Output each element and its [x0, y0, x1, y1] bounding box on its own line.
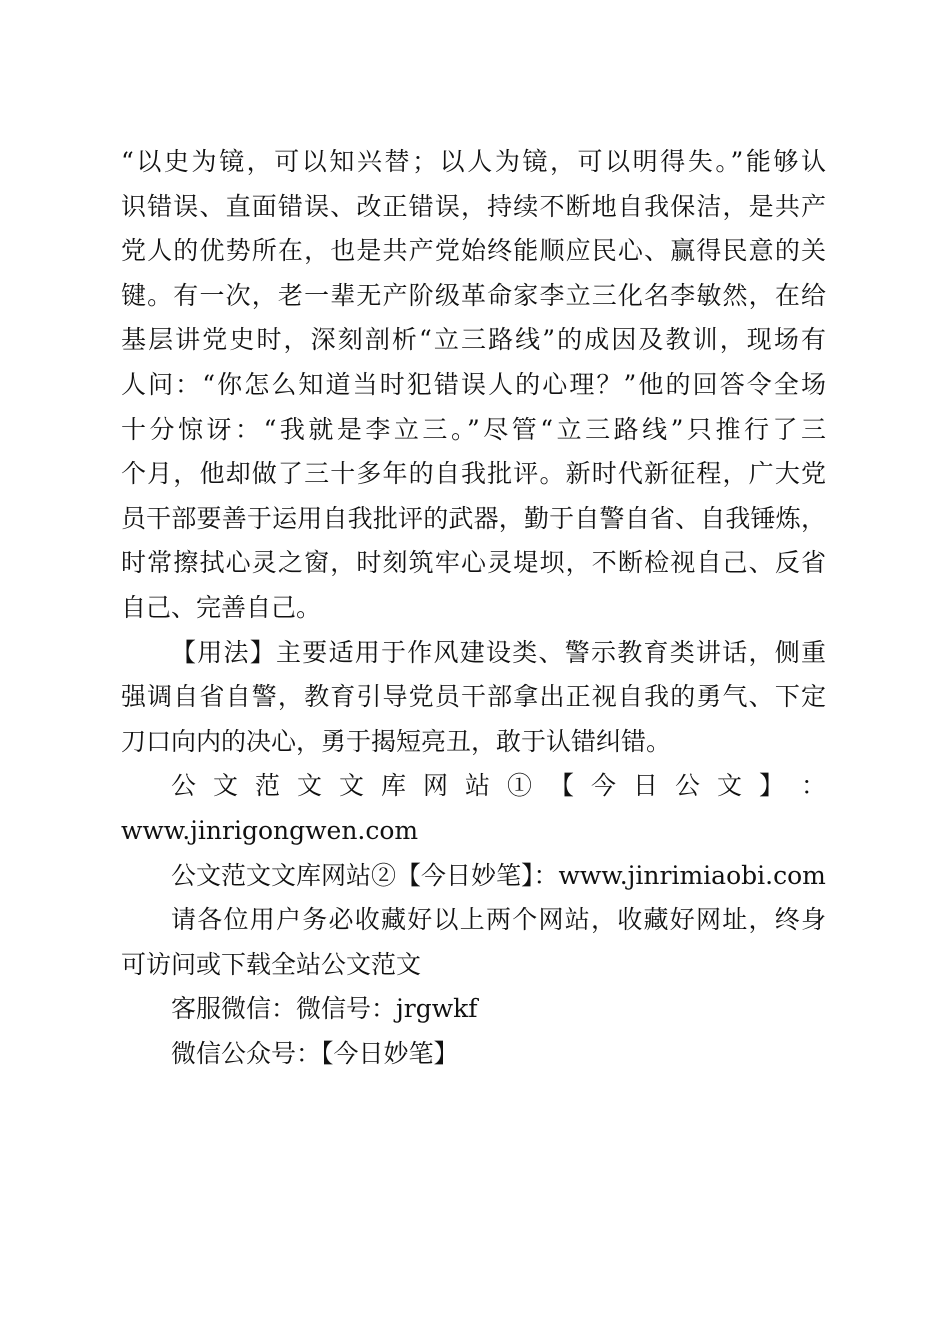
website-link-1[interactable]: www.jinrigongwen.com: [121, 815, 419, 845]
paragraph-website-2: [121, 854, 826, 899]
customer-service-wechat: 客服微信：微信号：jrgwkf: [171, 994, 478, 1024]
text-line: 识错误、直面错误、改正错误，持续不断地自我保洁，是共产: [121, 191, 826, 221]
text-line: 键。有一次，老一辈无产阶级革命家李立三化名李敏然，在给: [121, 280, 826, 310]
text-line: “以史为镜，可以知兴替；以人为镜，可以明得失。”能够认: [121, 147, 826, 176]
text-line: 员干部要善于运用自我批评的武器，勤于自警自省、自我锤炼，: [121, 503, 826, 533]
website-link-2[interactable]: 公文范文文库网站②【今日妙笔】：www.jinrimiaobi.com: [171, 860, 826, 890]
text-line: 十分惊讶：“我就是李立三。”尽管“立三路线”只推行了三: [121, 414, 826, 444]
text-line: 刀口向内的决心，勇于揭短亮丑，敢于认错纠错。: [121, 726, 672, 756]
text-line: 人问：“你怎么知道当时犯错误人的心理？”他的回答令全场: [121, 369, 826, 399]
paragraph-website-1: [121, 764, 826, 853]
text-line: 时常擦拭心灵之窗，时刻筑牢心灵堤坝，不断检视自己、反省: [121, 548, 826, 578]
text-line: 党人的优势所在，也是共产党始终能顺应民心、赢得民意的关: [121, 236, 826, 266]
text-line: 可访问或下载全站公文范文: [121, 949, 422, 979]
text-line: 请各位用户务必收藏好以上两个网站，收藏好网址，终身: [171, 905, 826, 935]
text-line: 强调自省自警，教育引导党员干部拿出正视自我的勇气、下定: [121, 682, 826, 712]
paragraph-customer-service: [121, 987, 826, 1032]
paragraph-usage: [121, 631, 826, 765]
paragraph-self-criticism: [121, 140, 826, 631]
text-line: 个月，他却做了三十多年的自我批评。新时代新征程，广大党: [121, 459, 826, 489]
text-line: 【用法】主要适用于作风建设类、警示教育类讲话，侧重: [171, 637, 826, 667]
text-line: 公 文 范 文 文 库 网 站 ① 【 今 日 公 文 】 ：: [171, 771, 826, 801]
wechat-official-account: 微信公众号：【今日妙笔】: [171, 1038, 459, 1068]
text-line: 基层讲党史时，深刻剖析“立三路线”的成因及教训，现场有: [121, 325, 826, 355]
text-line: 自己、完善自己。: [121, 592, 322, 622]
paragraph-bookmark-notice: [121, 898, 826, 987]
paragraph-official-account: [121, 1032, 826, 1077]
document-body: [121, 140, 826, 1076]
